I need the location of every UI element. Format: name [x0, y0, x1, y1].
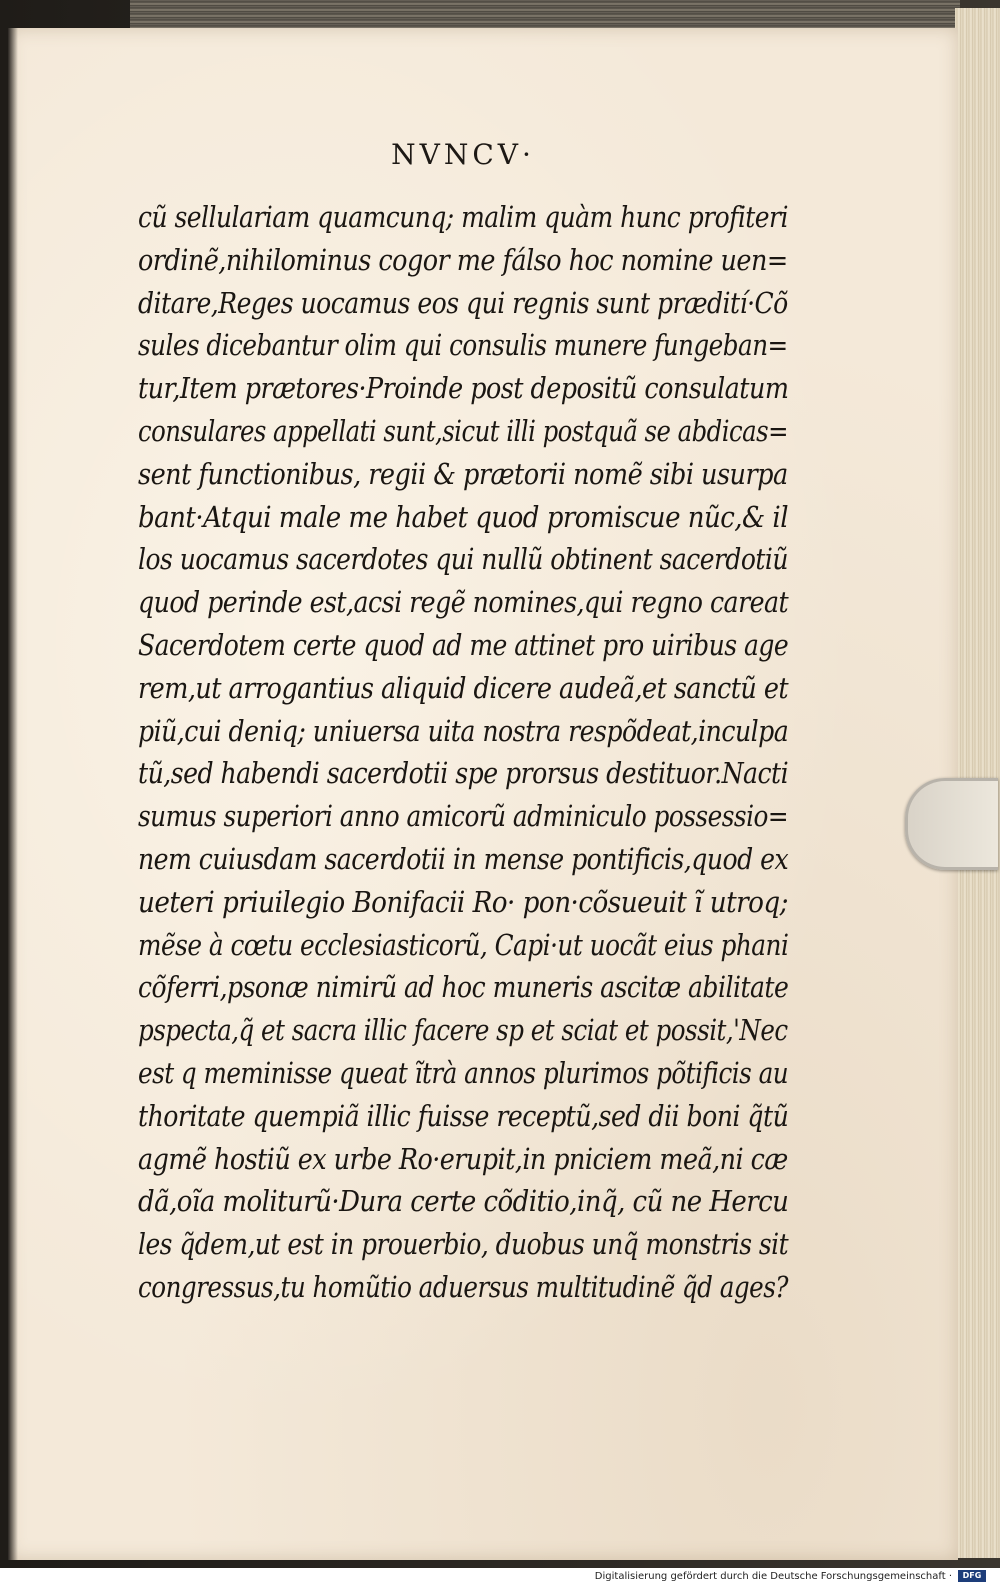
text-line: ordinẽ,nihilominus cogor me fálso hoc nomine uen= — [138, 242, 788, 277]
page-text — [138, 196, 788, 1309]
text-line: est q meminisse queat ĩtrà annos plurimos põtificis au — [138, 1055, 789, 1090]
text-line: dã,oĩa moliturũ·Dura certe cõditio,inq̃, cũ ne Hercu — [138, 1184, 789, 1219]
text-line: ueteri priuilegio Bonifacii Ro· pon·cõsueuit ĩ utroq; — [138, 884, 788, 919]
text-line: Sacerdotem certe quod ad me attinet pro uiribus age — [138, 627, 789, 662]
text-line: consulares appellati sunt,sicut illi postquã se abdicas= — [138, 413, 788, 448]
text-line: congressus,tu homũtio aduersus multitudinẽ q̃d ages? — [138, 1269, 788, 1304]
text-line: pspecta,q̃ et sacra illic facere sp et sciat et possit,'Nec — [138, 1013, 788, 1048]
page-clip — [905, 778, 998, 870]
text-line: piũ,cui deniq; uniuersa uita nostra respõdeat,inculpa — [138, 713, 789, 748]
text-line: bant·Atqui male me habet quod promiscue nũc,& il — [138, 499, 789, 534]
text-line: sules dicebantur olim qui consulis munere fungeban= — [138, 328, 788, 363]
text-line: agmẽ hostiũ ex urbe Ro·erupit,in pniciem meã,ni cæ — [138, 1141, 788, 1176]
text-line: tur,Item prætores·Proinde post depositũ consulatum — [138, 371, 789, 406]
text-line: thoritate quempiã illic fuisse receptũ,sed dii boni q̃tũ — [138, 1098, 789, 1133]
text-line: sent functionibus, regii & prætorii nomẽ sibi usurpa — [138, 456, 788, 491]
footer-bar — [0, 1568, 1000, 1585]
funding-credit: Digitalisierung gefördert durch die Deutsche Forschungsgemeinschaft · — [594, 1571, 952, 1582]
text-line: rem,ut arrogantius aliquid dicere audeã,et sanctũ et — [138, 670, 789, 705]
text-line: los uocamus sacerdotes qui nullũ obtinent sacerdotiũ — [138, 542, 788, 577]
running-heading: NVNCV· — [391, 138, 535, 171]
dfg-logo: DFG — [958, 1570, 986, 1582]
text-line: les q̃dem,ut est in prouerbio, duobus unq̃ monstris sit — [138, 1227, 789, 1262]
text-line: quod perinde est,acsi regẽ nomines,qui regno careat — [138, 585, 789, 620]
text-line: cõferri,psonæ nimirũ ad hoc muneris ascitæ abilitate — [138, 970, 789, 1005]
text-line: ditare,Reges uocamus eos qui regnis sunt prædití·Cõ — [138, 285, 788, 320]
book-page — [8, 28, 958, 1560]
text-line: cũ sellulariam quamcunq; malim quàm hunc profiteri — [138, 200, 788, 234]
text-line: mẽse à cœtu ecclesiasticorũ, Capi·ut uocãt eius phani — [138, 927, 789, 962]
text-line: sumus superiori anno amicorũ adminiculo possessio= — [138, 799, 789, 834]
gutter-shadow — [8, 28, 18, 1560]
text-line: nem cuiusdam sacerdotii in mense pontificis,quod ex — [138, 841, 789, 876]
text-line: tũ,sed habendi sacerdotii spe prorsus destituor.Nacti — [138, 756, 789, 791]
